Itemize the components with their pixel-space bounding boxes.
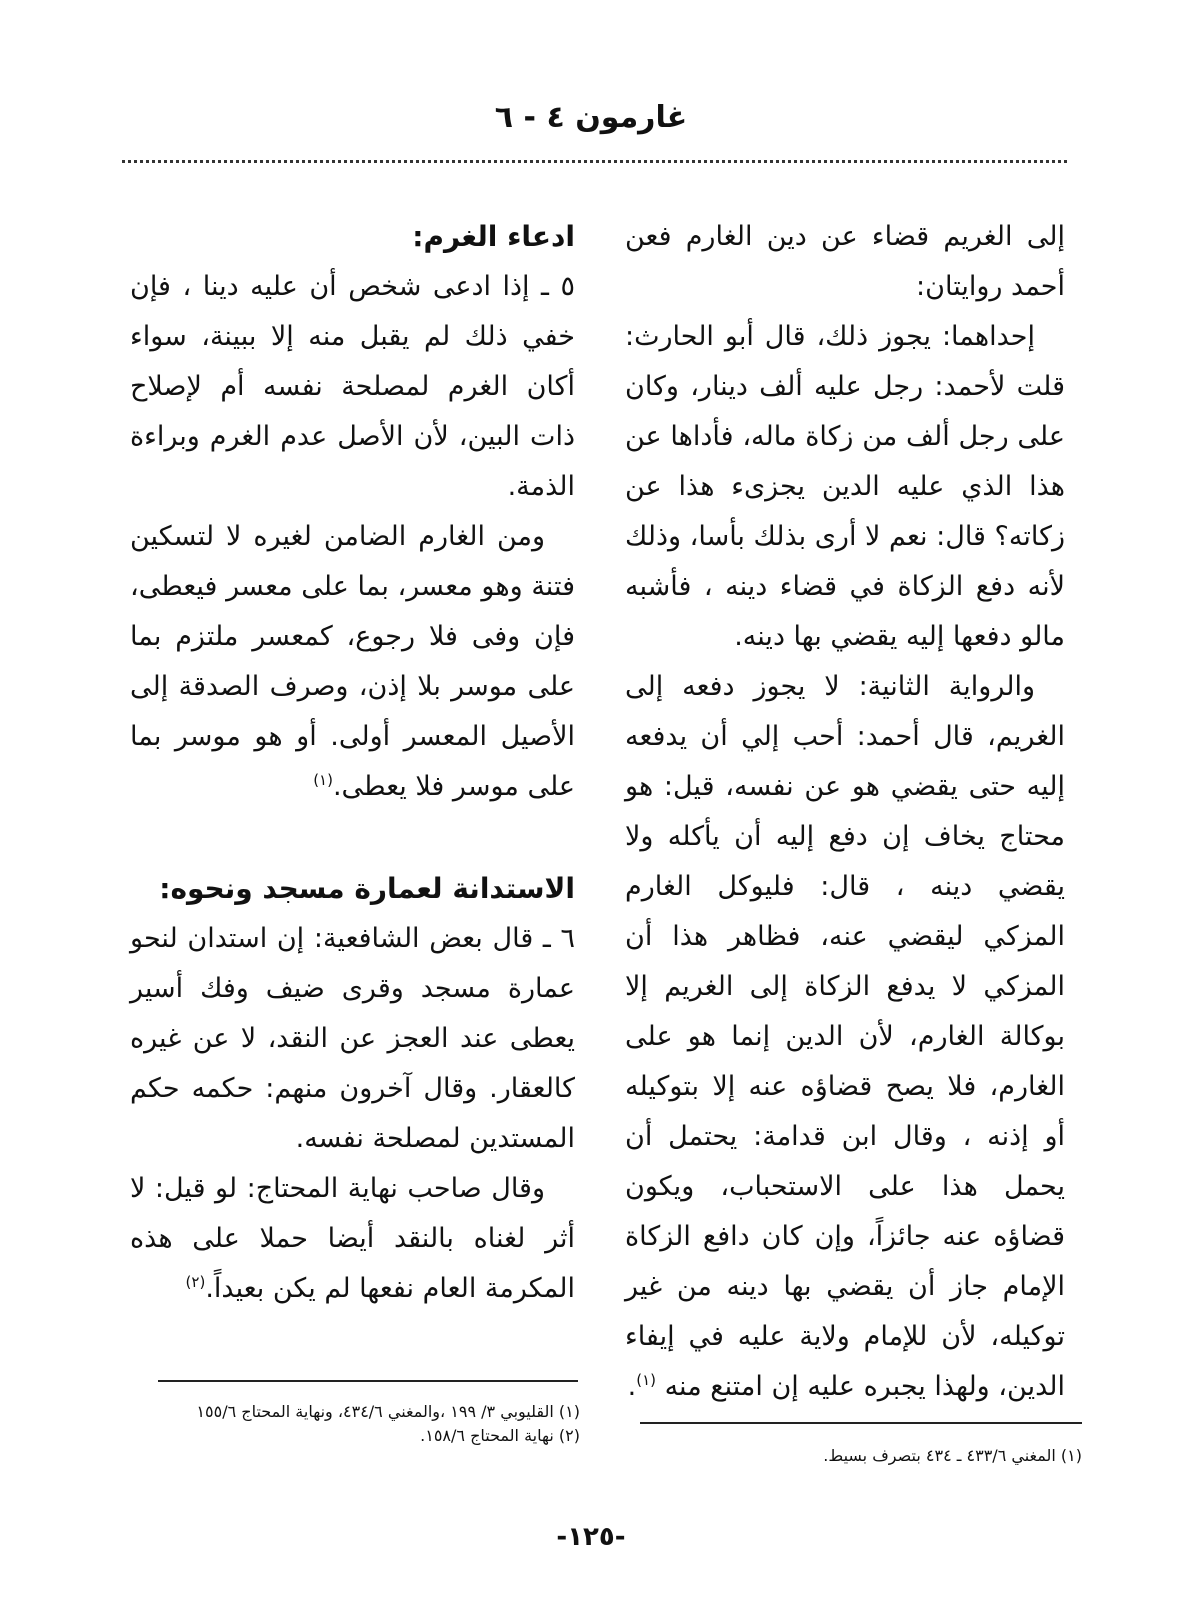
footnotes-right bbox=[640, 1444, 1082, 1468]
section-heading-claim: ادعاء الغرم: bbox=[412, 220, 575, 253]
left-paragraph-1: ٥ ـ إذا ادعى شخص أن عليه دينا ، فإن خفي ذلك لم يقبل منه إلا ببينة، سواء أكان الغرم لمصلحة نفسه أم لإصلاح ذات البين، لأن الأصل عدم الغرم وبراءة الذمة. bbox=[130, 271, 575, 502]
left-column bbox=[130, 212, 575, 1314]
right-paragraph-2: إحداهما: يجوز ذلك، قال أبو الحارث: قلت لأحمد: رجل عليه ألف دينار، وكان على رجل ألف من زكاة ماله، فأداها عن هذا الذي عليه الدين يجزىء هذا عن زكاته؟ قال: نعم لا أرى بذلك بأسا، وذلك لأنه دفع الزكاة في قضاء دينه ، فأشبه مالو دفعها إليه يقضي بها دينه. bbox=[625, 321, 1065, 652]
left-paragraph-4-text: وقال صاحب نهاية المحتاج: لو قيل: لا أثر لغناه بالنقد أيضا حملا على هذه المكرمة العام نفعها لم يكن بعيداً. bbox=[130, 1173, 575, 1304]
section-heading-mosque: الاستدانة لعمارة مسجد ونحوه: bbox=[159, 872, 575, 905]
right-column bbox=[625, 212, 1065, 1412]
footnote-left-2: (٢) نهاية المحتاج ١٥٨/٦. bbox=[420, 1426, 580, 1445]
right-paragraph-3 bbox=[625, 662, 1065, 1412]
left-paragraph-3: ٦ ـ قال بعض الشافعية: إن استدان لنحو عمارة مسجد وقرى ضيف وفك أسير يعطى عند العجز عن النقد، لا عن غيره كالعقار. وقال آخرون منهم: حكمه حكم المستدين لمصلحة نفسه. bbox=[130, 923, 575, 1154]
footnote-right-1: (١) المغني ٤٣٣/٦ ـ ٤٣٤ بتصرف بسيط. bbox=[823, 1446, 1082, 1465]
footnote-left-1: (١) القليوبي ٣/ ١٩٩ ،والمغني ٤٣٤/٦، ونهاية المحتاج ١٥٥/٦ bbox=[196, 1402, 580, 1421]
footnote-rule-left bbox=[158, 1380, 578, 1382]
left-paragraph-2-text: ومن الغارم الضامن لغيره لا لتسكين فتنة وهو معسر، بما على معسر فيعطى، فإن وفى فلا رجوع، كمعسر ملتزم بما على موسر بلا إذن، وصرف الصدقة إلى الأصيل المعسر أولى. أو هو موسر بما على موسر فلا يعطى. bbox=[130, 521, 575, 802]
right-paragraph-1: إلى الغريم قضاء عن دين الغارم فعن أحمد روايتان: bbox=[625, 221, 1065, 302]
running-header: غارمون ٤ - ٦ bbox=[494, 100, 688, 135]
footnotes-left bbox=[140, 1400, 580, 1448]
left-paragraph-4 bbox=[130, 1164, 575, 1314]
footnote-ref: (١) bbox=[313, 771, 333, 789]
page-number: -١٢٥- bbox=[556, 1522, 626, 1552]
footnote-rule-right bbox=[640, 1422, 1082, 1424]
footnote-ref: (١) bbox=[636, 1371, 656, 1389]
right-paragraph-3-text: والرواية الثانية: لا يجوز دفعه إلى الغريم، قال أحمد: أحب إلي أن يدفعه إليه حتى يقضي هو عن نفسه، قيل: هو محتاج يخاف إن دفع إليه أن يأكله ولا يقضي دينه ، قال: فليوكل الغارم المزكي ليقضي عنه، فظاهر هذا أن المزكي لا يدفع الزكاة إلى الغريم إلا بوكالة الغارم، لأن الدين إنما هو على الغارم، فلا يصح قضاؤه عنه إلا بتوكيله أو إذنه ، وقال ابن قدامة: يحتمل أن يحمل هذا على الاستحباب، ويكون قضاؤه عنه جائزاً، وإن كان دافع الزكاة الإمام جاز أن يقضي بها دينه من غير توكيله، لأن للإمام ولاية عليه في إيفاء الدين، ولهذا يجبره عليه إن امتنع منه bbox=[625, 671, 1065, 1402]
right-paragraph-3-end: . bbox=[627, 1371, 637, 1402]
left-paragraph-2 bbox=[130, 512, 575, 812]
footnote-ref: (٢) bbox=[185, 1273, 206, 1291]
header-dotted-rule bbox=[122, 160, 1067, 163]
